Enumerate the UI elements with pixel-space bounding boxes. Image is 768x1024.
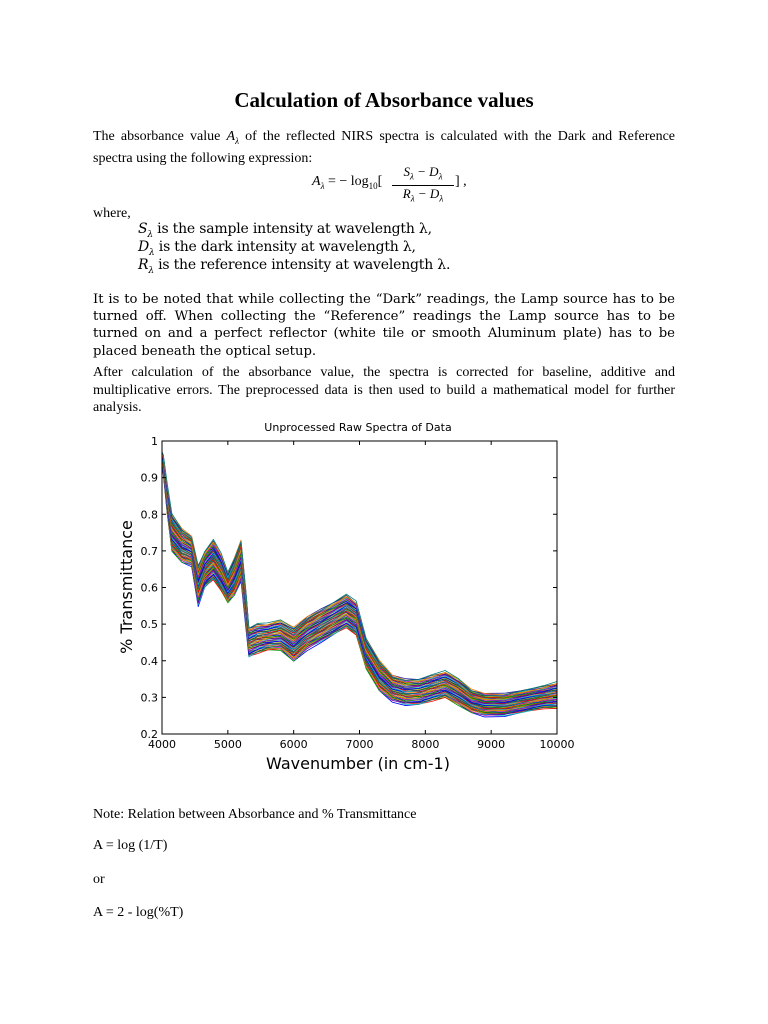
series-layer (162, 452, 557, 717)
definition-sub: λ (148, 265, 154, 276)
definition-text: is the dark intensity at wavelength λ, (154, 239, 416, 255)
formula-close-bracket: ] , (455, 174, 467, 189)
intro-text-a: The absorbance value (93, 129, 227, 144)
equation-log-percent-t: A = 2 - log(%T) (93, 905, 184, 920)
intro-text-b: of the reflected NIRS spectra is calculated with the Dark and Reference spectra using the following expression: (93, 129, 675, 167)
y-tick-label: 0.5 (140, 618, 158, 632)
formula-equals-log: = − log (324, 174, 369, 189)
y-tick-label: 0.4 (140, 654, 158, 668)
definition-reference (138, 257, 450, 276)
formula-den-r-sub: λ (410, 193, 415, 204)
x-tick-label: 8000 (411, 738, 440, 751)
definition-sub: λ (147, 229, 153, 240)
y-tick-label: 0.9 (140, 471, 158, 485)
definition-dark (138, 239, 416, 258)
formula-log-base: 10 (368, 180, 378, 191)
y-tick-label: 0.6 (140, 581, 158, 595)
relation-note: Note: Relation between Absorbance and % Transmittance (93, 807, 417, 822)
definition-symbol: D (138, 239, 150, 255)
x-axis-label: Wavenumber (in cm-1) (266, 754, 450, 773)
y-tick-label: 0.3 (140, 691, 158, 705)
formula-den-d: − D (414, 185, 440, 201)
or-text: or (93, 872, 105, 887)
x-tick-label: 5000 (213, 738, 242, 751)
x-tick-label: 4000 (148, 738, 176, 751)
definition-sub: λ (149, 247, 155, 258)
preprocessing-paragraph: After calculation of the absorbance value, the spectra is corrected for baseline, additive and multiplicative errors. The preprocessed data is then used to build a mathematical model for further analysis. (93, 365, 675, 415)
spectrum-line (162, 464, 557, 711)
definition-symbol: R (138, 257, 149, 273)
spectra-chart (108, 416, 578, 776)
formula-num-d-sub: λ (438, 171, 443, 182)
y-axis-label: % Transmittance (117, 520, 136, 654)
formula-den-d-sub: λ (439, 193, 444, 204)
definition-symbol: S (138, 221, 148, 237)
x-tick-label: 9000 (477, 738, 506, 751)
formula-denominator (392, 186, 454, 207)
formula-lhs-symbol: A (312, 174, 321, 189)
x-tick-label: 10000 (539, 738, 575, 751)
formula-fraction (392, 164, 454, 206)
formula-num-d: − D (413, 164, 439, 179)
formula-lhs-sub: λ (320, 180, 325, 191)
definition-text: is the reference intensity at wavelength λ. (153, 257, 451, 273)
chart-title: Unprocessed Raw Spectra of Data (264, 421, 452, 434)
intro-symbol: A (226, 129, 236, 144)
y-tick-label: 0.2 (140, 728, 158, 741)
definition-sample (138, 221, 432, 240)
y-tick-label: 1 (151, 435, 158, 448)
spectrum-line (162, 467, 557, 717)
formula-lhs (312, 174, 382, 191)
lamp-note-paragraph: It is to be noted that while collecting the “Dark” readings, the Lamp source has to be turned off. When collecting the “Reference” readings the Lamp source has to be turned on and a perfect reflector (white tile or smooth Aluminum plate) has to be placed beneath the optical setup. (93, 292, 675, 359)
formula-den-r: R (402, 185, 411, 201)
definition-text: is the sample intensity at wavelength λ, (152, 221, 432, 237)
formula-num-s-sub: λ (410, 171, 414, 182)
x-tick-label: 7000 (345, 738, 374, 751)
x-tick-label: 6000 (279, 738, 308, 751)
formula-num-s: S (403, 164, 410, 179)
y-tick-label: 0.8 (140, 508, 158, 522)
formula-numerator (392, 164, 454, 186)
intro-paragraph (93, 128, 675, 168)
formula-open-bracket: [ (377, 174, 383, 189)
page-title: Calculation of Absorbance values (234, 88, 534, 112)
equation-log-t: A = log (1/T) (93, 838, 168, 853)
y-tick-label: 0.7 (140, 544, 158, 558)
where-label: where, (93, 206, 131, 221)
intro-symbol-sub: λ (235, 135, 239, 146)
